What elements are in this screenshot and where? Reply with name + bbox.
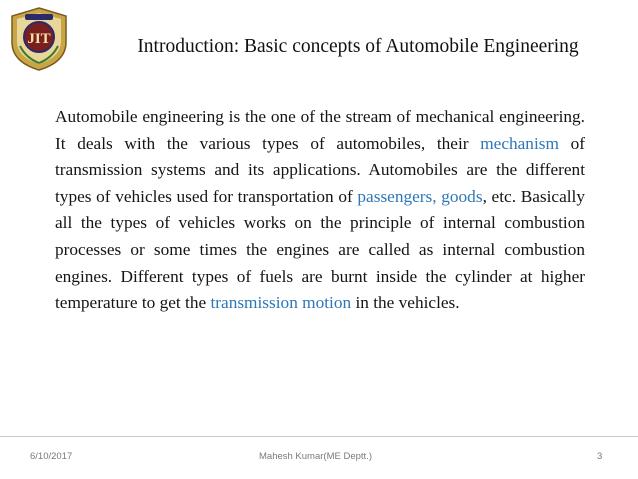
footer-date: 6/10/2017 <box>30 451 73 462</box>
footer-divider <box>0 436 638 437</box>
logo-text: JIT <box>27 31 51 47</box>
body-text-segment: in the vehicles. <box>351 293 460 313</box>
highlighted-term: passengers, goods <box>357 186 483 206</box>
highlighted-term: mechanism <box>480 133 559 153</box>
body-text-segment: , etc. Basically all the types of vehicles works on the principle of internal combustion processes or some times the engines are called as internal combustion engines. Different types of fuels are burnt inside the cylinder at higher temperature to get the <box>55 186 585 313</box>
highlighted-term: transmission motion <box>210 293 352 313</box>
footer-page-number: 3 <box>597 451 603 462</box>
college-logo <box>8 6 70 72</box>
footer-author: Mahesh Kumar(ME Deptt.) <box>259 451 372 462</box>
body-text-segment: of transmission systems and its applications. Automobiles are the different types of vehicles used for transportation of <box>55 133 585 206</box>
body-text-segment: Automobile engineering is the one of the stream of mechanical engineering. It deals with the various types of automobiles, their <box>55 107 585 153</box>
slide-title: Introduction: Basic concepts of Automobile Engineering <box>137 36 579 57</box>
body-paragraph <box>55 104 585 317</box>
